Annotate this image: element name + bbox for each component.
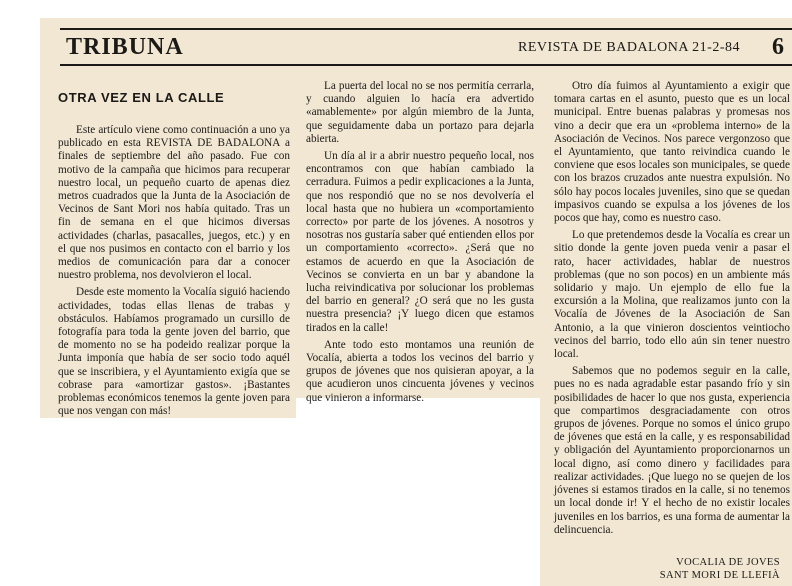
paragraph: Un día al ir a abrir nuestro pequeño local, nos encontramos con que habían cambiado la cerradura. Fuimos a pedir explicaciones a la Junta, que nos respondió que no se nos devolvería el local hasta que no hubiera un «comportamiento correcto» por parte de los jóvenes. A nosotros y nosotras nos gustaría saber qué entienden ellos por un comportamiento «correcto». ¿Será que no estamos de acuerdo en que la Asociación de Vecinos se convierta en un bar y abandone la lucha reivindicativa por solucionar los problemas del barrio en general? ¿O será que no les gusta nuestra presencia? ¡Y luego dicen que estamos tirados en la calle! [306, 150, 534, 334]
article-column-3 [554, 80, 790, 541]
page-number: 6 [772, 34, 784, 60]
page-header [60, 28, 792, 66]
blank-area [0, 418, 540, 586]
signature-line-2: SANT MORI DE LLEFIÀ [659, 570, 780, 581]
paragraph: Sabemos que no podemos seguir en la calle, pues no es nada agradable estar pasando frío y sin posibilidades de hacer lo que nos gusta, experiencia que compartimos desgraciadamente con otros grupos de jóvenes. Porque no somos el único grupo de jóvenes que está en la calle, y es responsabilidad y obligación del Ayuntamiento proporcionarnos un local digno, así como dinero y facilidades para realizar actividades. ¡Que luego no se quejen de los jóvenes si estamos tirados en la calle, si no tenemos un local donde ir! Y el hecho de no existir locales juveniles en los barrios, es una forma de aumentar la delincuencia. [554, 365, 790, 536]
masthead: TRIBUNA [66, 34, 184, 60]
paragraph: Otro día fuimos al Ayuntamiento a exigir que tomara cartas en el asunto, puesto que es un local municipal. Entre buenas palabras y promesas nos vino a decir que era un «problema interno» de la Asociación de Vecinos. Nos parece vergonzoso que el Ayuntamiento, que tanto reivindica cuando le conviene que esos locales son municipales, se quede con los brazos cruzados ante nuestra expulsión. No sólo hay pocos locales juveniles, sino que se quedan impasivos cuando se expulsa a los jóvenes de los pocos que hay, como es nuestro caso. [554, 80, 790, 225]
article-headline: OTRA VEZ EN LA CALLE [58, 90, 225, 105]
paragraph: La puerta del local no se nos permitía cerrarla, y cuando alguien lo hacía era advertido «amablemente» por algún miembro de la Junta, que seguidamente daba un portazo para dejarla abierta. [306, 80, 534, 145]
paragraph: Este artículo viene como continuación a uno ya publicado en esta REVISTA DE BADALONA a finales de septiembre del año pasado. Fue con motivo de la campaña que hicimos para recuperar nuestro local, un pequeño cuarto de apenas diez metros cuadrados que la Junta de la Asociación de Vecinos de Sant Mori nos había quitado. Tras un fin de semana en el que hicimos diversas actividades (charlas, pasacalles, juegos, etc.) y en el que nos pusimos en contacto con el barrio y los medios de comunicación para dar a conocer nuestro problema, nos devolvieron el local. [58, 124, 290, 282]
issue-line: REVISTA DE BADALONA 21-2-84 [518, 40, 740, 55]
article-column-1 [58, 124, 290, 422]
signature [560, 556, 780, 582]
paragraph: Desde este momento la Vocalía siguió haciendo actividades, todas ellas llenas de trabas y obstáculos. Habíamos programado un cursillo de fotografía para toda la gente joven del barrio, que de momento no se ha podeido realizar porque la Junta imponía que había de ser socio todo aquél que se inscribiera, y el Ayuntamiento exigía que se cobrase para «amortizar gastos». ¡Bastantes problemas económicos tenemos la gente joven para que nos vengan con más! [58, 286, 290, 418]
article-column-2 [306, 80, 534, 409]
signature-line-1: VOCALIA DE JOVES [676, 557, 780, 568]
paragraph: Ante todo esto montamos una reunión de Vocalía, abierta a todos los vecinos del barrio y grupos de jóvenes que nos quisieran apoyar, a la que acudieron unos cincuenta jóvenes y vecinos que vinieron a informarse. [306, 338, 534, 404]
paragraph: Lo que pretendemos desde la Vocalía es crear un sitio donde la gente joven pueda venir a pasar el rato, hacer actividades, hablar de nuestros problemas (que no son pocos) en un ambiente más solidario y majo. Un ejemplo de ello fue la excursión a la Molina, que realizamos junto con la Vocalía de Jóvenes de la Asociación de San Antonio, a la que vinieron doscientos veintiocho vecinos del barrio, todo ello aún sin tener nuestro local. [554, 229, 790, 361]
